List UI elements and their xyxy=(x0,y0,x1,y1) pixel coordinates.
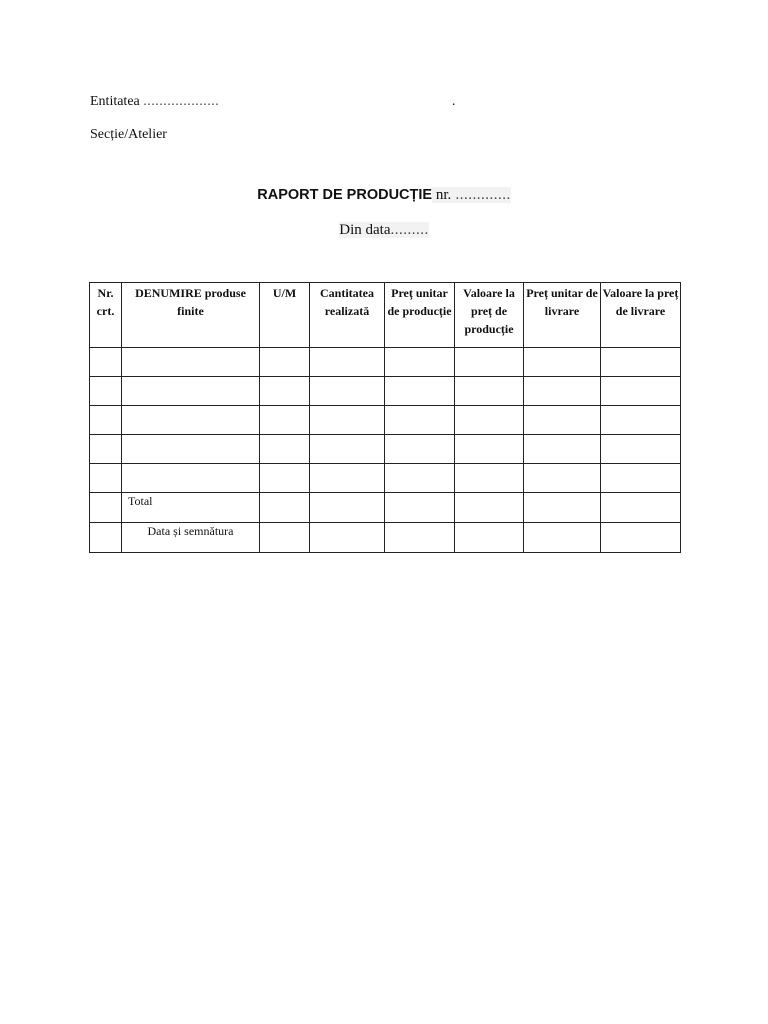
table-cell[interactable] xyxy=(385,464,455,493)
section-label: Secție/Atelier xyxy=(90,127,167,142)
total-label: Total xyxy=(122,493,260,523)
table-cell[interactable] xyxy=(385,493,455,523)
table-cell[interactable] xyxy=(122,348,260,377)
signature-label: Data și semnătura xyxy=(122,523,260,553)
table-header-row xyxy=(90,283,681,348)
table-cell[interactable] xyxy=(455,377,524,406)
col-quantity: Cantitatea realizată xyxy=(310,283,385,348)
table-cell[interactable] xyxy=(455,464,524,493)
table-row xyxy=(90,406,681,435)
report-number-blank: ............. xyxy=(451,187,511,203)
table-cell[interactable] xyxy=(601,348,681,377)
entity-trailing-dot: . xyxy=(452,94,456,109)
table-cell[interactable] xyxy=(601,493,681,523)
report-date-field[interactable] xyxy=(339,222,428,238)
report-number-field[interactable] xyxy=(432,187,511,203)
table-cell[interactable] xyxy=(385,406,455,435)
table-cell[interactable] xyxy=(310,493,385,523)
table-cell[interactable] xyxy=(524,523,601,553)
table-cell[interactable] xyxy=(122,464,260,493)
table-cell[interactable] xyxy=(260,435,310,464)
report-title xyxy=(0,187,768,204)
table-cell[interactable] xyxy=(260,348,310,377)
table-cell[interactable] xyxy=(310,406,385,435)
table-cell[interactable] xyxy=(260,523,310,553)
table-cell[interactable] xyxy=(601,464,681,493)
entity-label: Entitatea xyxy=(90,94,140,109)
table-cell[interactable] xyxy=(310,523,385,553)
table-cell[interactable] xyxy=(455,435,524,464)
table-cell[interactable] xyxy=(524,377,601,406)
table-cell[interactable] xyxy=(310,435,385,464)
table-cell[interactable] xyxy=(90,406,122,435)
total-row xyxy=(90,493,681,523)
table-cell[interactable] xyxy=(260,493,310,523)
col-unit-production-price: Preț unitar de producție xyxy=(385,283,455,348)
table-cell[interactable] xyxy=(90,493,122,523)
table-cell[interactable] xyxy=(524,348,601,377)
report-date xyxy=(0,222,768,239)
col-unit: U/M xyxy=(260,283,310,348)
table-row xyxy=(90,435,681,464)
col-delivery-value: Valoare la preț de livrare xyxy=(601,283,681,348)
table-cell[interactable] xyxy=(260,464,310,493)
table-cell[interactable] xyxy=(122,435,260,464)
entity-line xyxy=(90,94,456,110)
table-cell[interactable] xyxy=(385,523,455,553)
col-unit-delivery-price: Preț unitar de livrare xyxy=(524,283,601,348)
table-cell[interactable] xyxy=(524,493,601,523)
table-cell[interactable] xyxy=(90,523,122,553)
table-cell[interactable] xyxy=(385,435,455,464)
table-body xyxy=(90,348,681,553)
table-cell[interactable] xyxy=(601,406,681,435)
table-cell[interactable] xyxy=(310,377,385,406)
table-cell[interactable] xyxy=(524,406,601,435)
table-cell[interactable] xyxy=(601,523,681,553)
table-cell[interactable] xyxy=(122,377,260,406)
col-production-value: Valoare la preț de producție xyxy=(455,283,524,348)
table-cell[interactable] xyxy=(90,348,122,377)
table-cell[interactable] xyxy=(601,377,681,406)
table-cell[interactable] xyxy=(90,464,122,493)
section-line xyxy=(90,127,167,143)
table-cell[interactable] xyxy=(455,493,524,523)
table-cell[interactable] xyxy=(385,348,455,377)
col-product-name: DENUMIRE produse finite xyxy=(122,283,260,348)
report-title-text: RAPORT DE PRODUCȚIE xyxy=(257,187,433,203)
table-cell[interactable] xyxy=(260,377,310,406)
table-cell[interactable] xyxy=(455,348,524,377)
table-row xyxy=(90,348,681,377)
table-cell[interactable] xyxy=(455,406,524,435)
table-cell[interactable] xyxy=(524,435,601,464)
table-cell[interactable] xyxy=(90,435,122,464)
production-table xyxy=(89,282,681,553)
table-row xyxy=(90,377,681,406)
table-cell[interactable] xyxy=(310,464,385,493)
report-number-label: nr. xyxy=(432,187,452,203)
table-cell[interactable] xyxy=(122,406,260,435)
report-date-blank: ......... xyxy=(390,222,429,238)
table-cell[interactable] xyxy=(310,348,385,377)
table-cell[interactable] xyxy=(524,464,601,493)
table-cell[interactable] xyxy=(601,435,681,464)
table-cell[interactable] xyxy=(385,377,455,406)
table-cell[interactable] xyxy=(260,406,310,435)
table-row xyxy=(90,464,681,493)
table-cell[interactable] xyxy=(455,523,524,553)
signature-row xyxy=(90,523,681,553)
entity-blank[interactable]: ................... xyxy=(143,94,220,109)
report-date-label: Din data xyxy=(339,222,391,238)
table-cell[interactable] xyxy=(90,377,122,406)
col-nr-crt: Nr. crt. xyxy=(90,283,122,348)
